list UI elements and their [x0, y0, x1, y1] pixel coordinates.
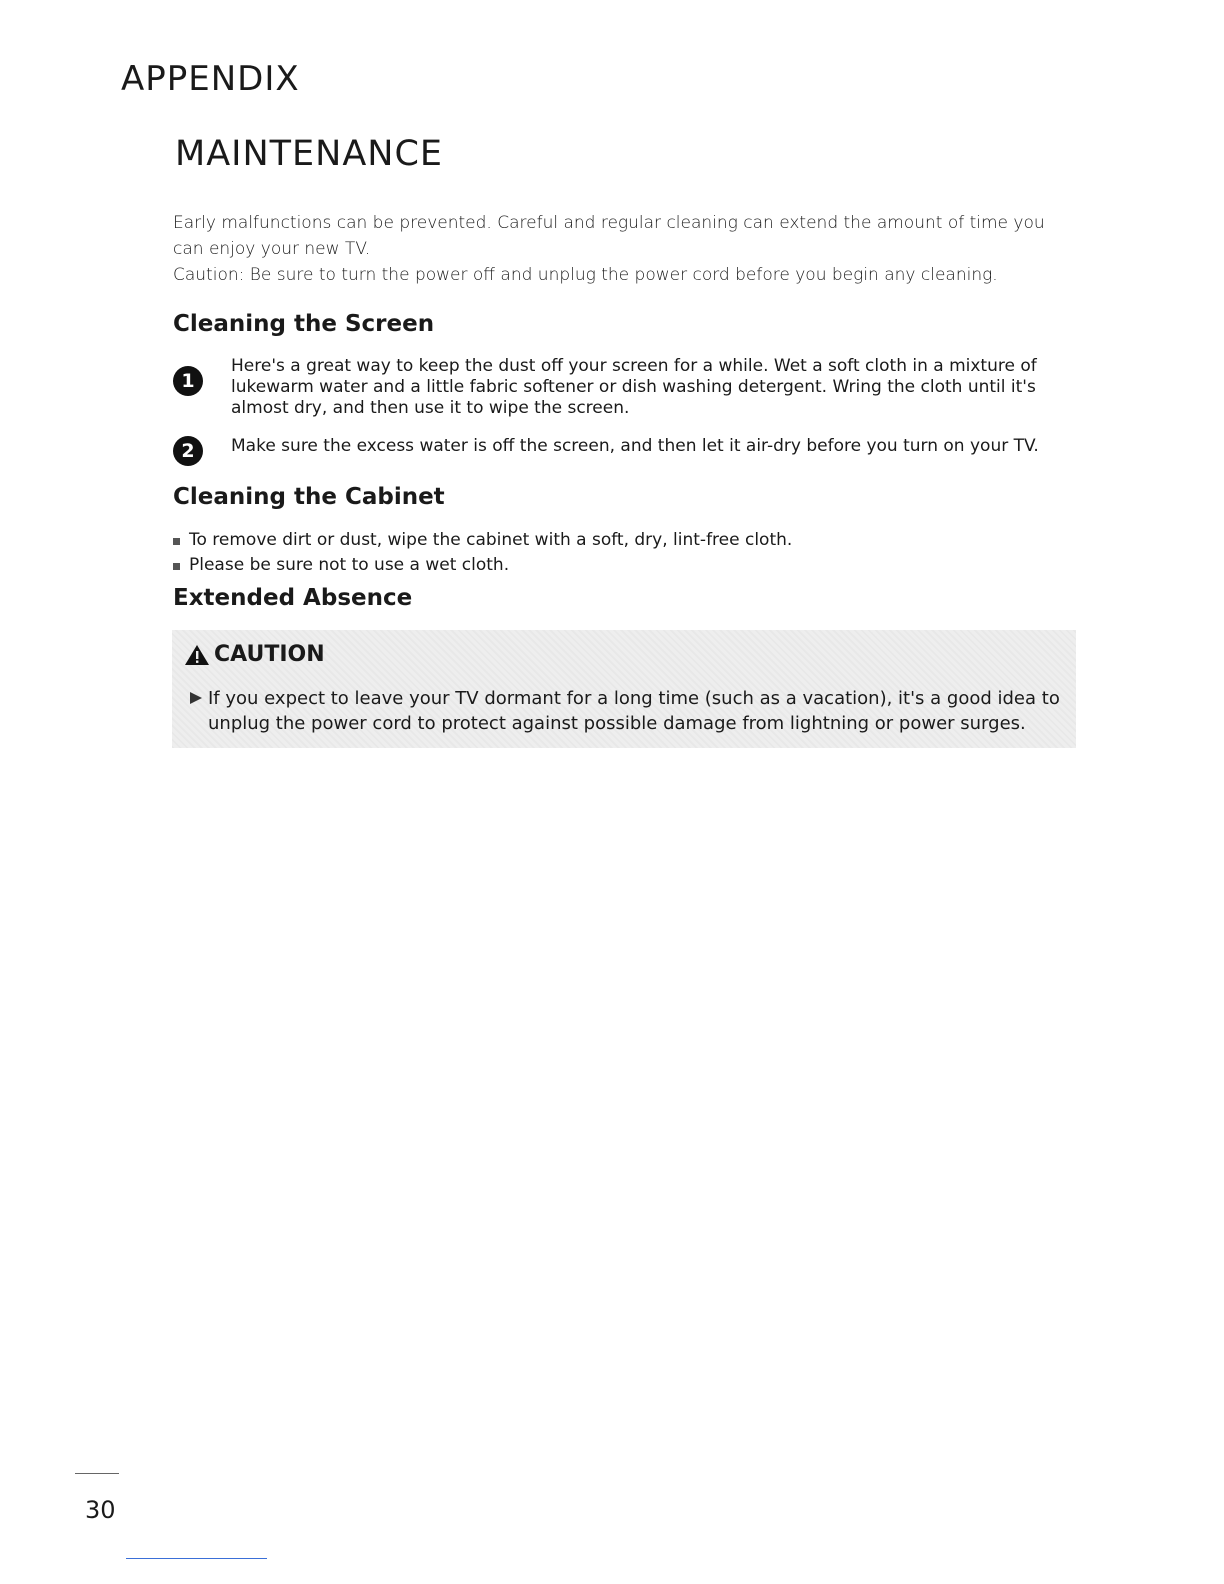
chapter-title: APPENDIX — [121, 59, 300, 99]
screen-step-2-text: Make sure the excess water is off the screen, and then let it air-dry before you turn on your TV. — [231, 436, 1039, 456]
caution-heading — [184, 644, 325, 666]
footer-rule — [126, 1558, 267, 1559]
page-number: 30 — [85, 1496, 116, 1524]
cleaning-cabinet-heading: Cleaning the Cabinet — [173, 484, 445, 510]
step-number-2-icon: 2 — [173, 436, 203, 466]
intro-caution: Caution: Be sure to turn the power off and unplug the power cord before you begin any cleaning. — [173, 265, 998, 285]
square-bullet-icon — [173, 563, 180, 570]
list-item-text: Please be sure not to use a wet cloth. — [189, 555, 510, 575]
arrow-right-icon — [190, 692, 202, 704]
list-item-text: To remove dirt or dust, wipe the cabinet with a soft, dry, lint-free cloth. — [189, 530, 793, 550]
intro-text — [173, 210, 1078, 288]
warning-triangle-icon — [184, 644, 210, 666]
screen-step-1-text: Here's a great way to keep the dust off your screen for a while. Wet a soft cloth in a mixture of lukewarm water and a little fabric softener or dish washing detergent. Wring the cloth until it's almost dry, and then use it to wipe the screen. — [231, 356, 1037, 418]
list-item — [173, 553, 792, 578]
cleaning-screen-heading: Cleaning the Screen — [173, 311, 435, 337]
intro-paragraph: Early malfunctions can be prevented. Careful and regular cleaning can extend the amount of time you can enjoy your new TV. — [173, 213, 1045, 259]
extended-absence-heading: Extended Absence — [173, 585, 413, 611]
caution-box — [172, 630, 1076, 748]
square-bullet-icon — [173, 538, 180, 545]
cabinet-list — [173, 528, 792, 578]
caution-paragraph — [190, 686, 1078, 736]
step-number-1-icon: 1 — [173, 366, 203, 396]
caution-text: If you expect to leave your TV dormant for a long time (such as a vacation), it's a good idea to unplug the power cord to protect against possible damage from lightning or power surges. — [208, 688, 1060, 734]
caution-label: CAUTION — [214, 642, 325, 667]
footer-divider — [75, 1473, 119, 1474]
section-title: MAINTENANCE — [175, 134, 443, 174]
list-item — [173, 528, 792, 553]
